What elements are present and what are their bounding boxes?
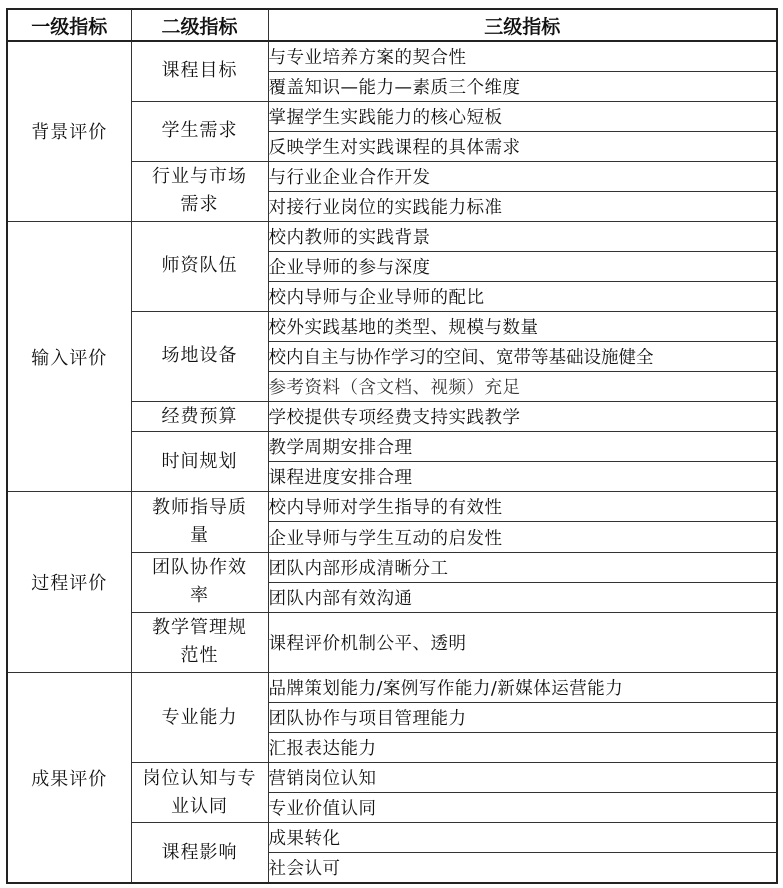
level3-cell: 营销岗位认知 <box>268 763 777 793</box>
level2-cell: 学生需求 <box>131 101 268 161</box>
level3-cell: 专业价值认同 <box>268 793 777 823</box>
level3-cell: 学校提供专项经费支持实践教学 <box>268 401 777 432</box>
header-level1: 一级指标 <box>7 9 131 41</box>
level3-cell: 参考资料（含文档、视频）充足 <box>268 371 777 401</box>
level2-cell: 教师指导质量 <box>131 492 268 552</box>
level1-cell: 过程评价 <box>7 492 131 673</box>
table-row <box>7 492 777 522</box>
level3-cell: 企业导师的参与深度 <box>268 251 777 281</box>
level3-cell: 品牌策划能力/案例写作能力/新媒体运营能力 <box>268 673 777 703</box>
level3-cell: 校内教师的实践背景 <box>268 221 777 251</box>
level3-cell: 与专业培养方案的契合性 <box>268 41 777 71</box>
level3-cell: 课程评价机制公平、透明 <box>268 612 777 672</box>
level3-cell: 团队内部有效沟通 <box>268 582 777 612</box>
level3-cell: 覆盖知识—能力—素质三个维度 <box>268 71 777 101</box>
table-row <box>7 221 777 251</box>
level3-cell: 校内导师对学生指导的有效性 <box>268 492 777 522</box>
level3-cell: 对接行业岗位的实践能力标准 <box>268 191 777 221</box>
level3-cell: 反映学生对实践课程的具体需求 <box>268 131 777 161</box>
level1-cell: 输入评价 <box>7 221 131 492</box>
level3-cell: 企业导师与学生互动的启发性 <box>268 522 777 552</box>
level2-cell: 岗位认知与专业认同 <box>131 763 268 823</box>
level2-cell: 场地设备 <box>131 311 268 401</box>
level3-cell: 校内导师与企业导师的配比 <box>268 281 777 311</box>
level3-cell: 团队内部形成清晰分工 <box>268 552 777 582</box>
header-level2: 二级指标 <box>131 9 268 41</box>
level3-cell: 团队协作与项目管理能力 <box>268 703 777 733</box>
header-level3: 三级指标 <box>268 9 777 41</box>
level2-cell: 课程目标 <box>131 41 268 101</box>
level2-cell: 教学管理规范性 <box>131 612 268 672</box>
level3-cell: 教学周期安排合理 <box>268 432 777 462</box>
level2-cell: 行业与市场需求 <box>131 161 268 221</box>
level2-cell: 时间规划 <box>131 432 268 492</box>
level2-cell: 专业能力 <box>131 673 268 763</box>
level1-cell: 成果评价 <box>7 673 131 883</box>
level1-cell: 背景评价 <box>7 41 131 221</box>
level3-cell: 校内自主与协作学习的空间、宽带等基础设施健全 <box>268 341 777 371</box>
level2-cell: 团队协作效率 <box>131 552 268 612</box>
level3-cell: 校外实践基地的类型、规模与数量 <box>268 311 777 341</box>
level3-cell: 汇报表达能力 <box>268 733 777 763</box>
level2-cell: 课程影响 <box>131 823 268 883</box>
level2-cell: 师资队伍 <box>131 221 268 311</box>
level3-cell: 社会认可 <box>268 853 777 883</box>
table-row <box>7 673 777 703</box>
level3-cell: 课程进度安排合理 <box>268 462 777 492</box>
header-row <box>7 9 777 41</box>
level2-cell: 经费预算 <box>131 401 268 432</box>
evaluation-index-table <box>6 8 778 884</box>
level3-cell: 成果转化 <box>268 823 777 853</box>
table-row <box>7 41 777 71</box>
level3-cell: 与行业企业合作开发 <box>268 161 777 191</box>
level3-cell: 掌握学生实践能力的核心短板 <box>268 101 777 131</box>
